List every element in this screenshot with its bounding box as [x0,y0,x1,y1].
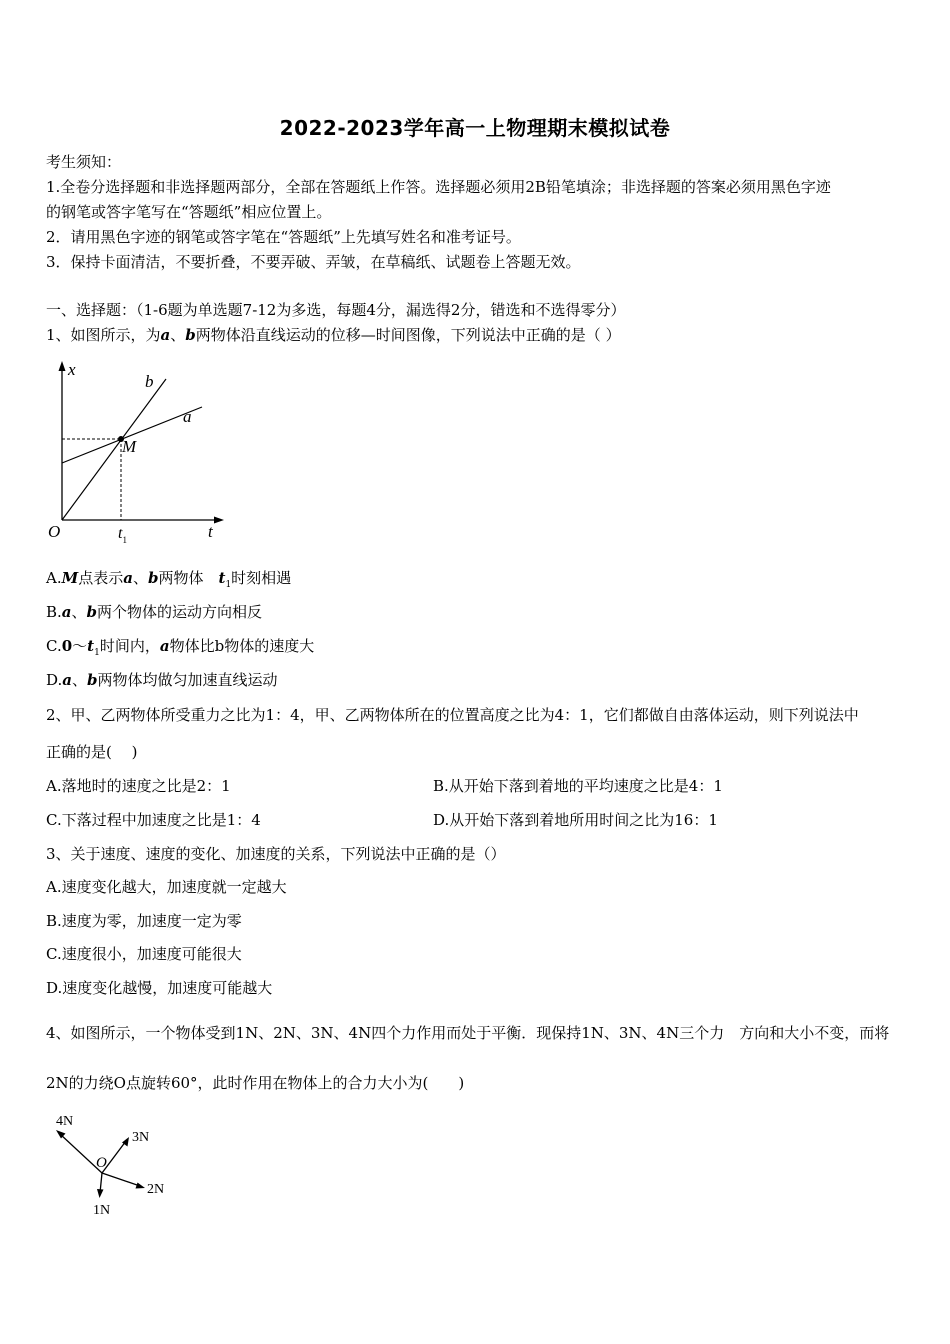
section-heading: 一、选择题：（1-6题为单选题7-12为多选，每题4分，漏选得2分，错选和不选得零分） [46,301,626,319]
notice-item-3: 3．保持卡面清洁，不要折叠，不要弄破、弄皱，在草稿纸、试题卷上答题无效。 [46,253,581,271]
q4-force-diagram [48,1105,188,1220]
q2-option-a: A.落地时的速度之比是2：1 [46,777,231,795]
q3-option-c: C.速度很小，加速度可能很大 [46,945,242,963]
q1-xt-graph [40,355,240,550]
force-4n-label: 4N [56,1114,74,1129]
q1-stem: 1、如图所示，为a、b两物体沿直线运动的位移—时间图像，下列说法中正确的是（ ） [46,326,621,344]
force-3n-label: 3N [132,1130,150,1145]
q3-option-d: D.速度变化越慢，加速度可能越大 [46,979,273,997]
q1-option-a: A.M点表示a、b两物体 $t_1$时刻相遇 [46,569,292,590]
q4-stem-line2: 2N的力绕O点旋转60°，此时作用在物体上的合力大小为( ) [46,1074,465,1092]
q2-option-c: C.下落过程中加速度之比是1：4 [46,811,261,829]
line-b-label: b [145,372,154,391]
notice-item-2: 2．请用黑色字迹的钢笔或答字笔在“答题纸”上先填写姓名和准考证号。 [46,228,521,246]
q3-option-b: B.速度为零，加速度一定为零 [46,912,242,930]
force-2n-label: 2N [147,1182,165,1197]
x-axis-label: t [208,522,213,541]
notice-item-1-cont: 的钢笔或答字笔写在“答题纸”相应位置上。 [46,203,332,221]
line-a-label: a [183,407,192,426]
q3-stem: 3、关于速度、速度的变化、加速度的关系，下列说法中正确的是（） [46,845,506,863]
q1-option-b: B.a、b两个物体的运动方向相反 [46,603,263,621]
page-title: 2022-2023学年高一上物理期末模拟试卷 [279,116,671,140]
q3-option-a: A.速度变化越大，加速度就一定越大 [46,878,287,896]
notice-item-1: 1.全卷分选择题和非选择题两部分，全部在答题纸上作答。选择题必须用2B铅笔填涂；非选择题的答案必须用黑色字迹 [46,178,831,196]
y-axis-label: x [68,360,76,379]
q2-stem-line2: 正确的是( ) [46,743,138,761]
q1-option-c: $C.0\sim t_1$时间内，a物体比b物体的速度大 [46,637,315,658]
q2-option-b: B.从开始下落到着地的平均速度之比是4：1 [433,777,723,795]
origin-label: O [48,522,61,541]
q2-stem-line1: 2、甲、乙两物体所受重力之比为1：4，甲、乙两物体所在的位置高度之比为4：1，它们都做自由落体运动，则下列说法中 [46,706,859,724]
q1-option-d: D.a、b两物体均做匀加速直线运动 [46,671,278,689]
q2-option-d: D.从开始下落到着地所用时间之比为16：1 [433,811,718,829]
origin-o-label: O [96,1155,107,1171]
force-1n-label: 1N [93,1203,111,1218]
t1-tick-label: $t_1$ [118,525,127,545]
notice-heading: 考生须知： [46,153,122,171]
q4-stem-line1: 4、如图所示，一个物体受到1N、2N、3N、4N四个力作用而处于平衡．现保持1N、3N、4N三个力 方向和大小不变，而将 [46,1024,890,1042]
point-m-label: M [122,437,137,456]
